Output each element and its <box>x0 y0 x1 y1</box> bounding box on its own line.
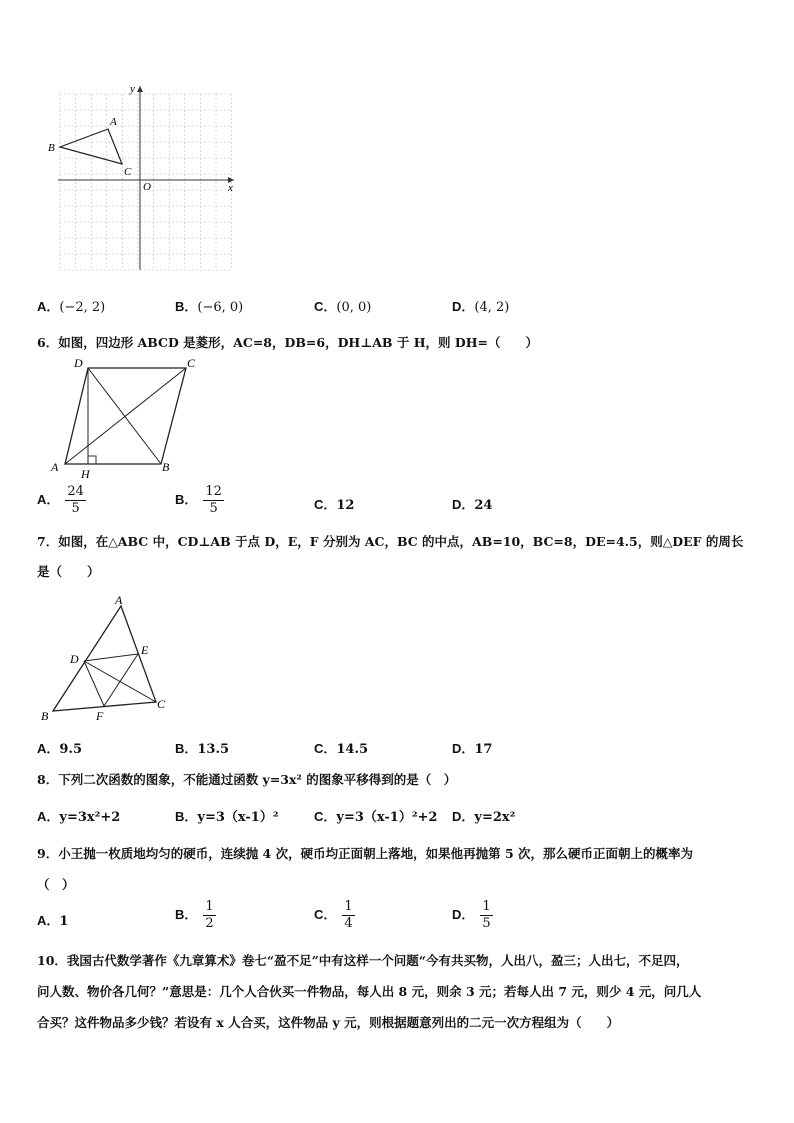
q8-option-a[interactable] <box>37 806 120 825</box>
q9-option-c[interactable] <box>314 899 355 932</box>
q10-line3: 合买？这件物品多少钱？若设有 x 人合买，这件物品 y 元，则根据题意列出的二元一次方程组为（ ） <box>37 1015 620 1030</box>
q5-option-c-value: (0, 0) <box>336 300 372 315</box>
q5-option-b-value: (−6, 0) <box>197 300 244 315</box>
q9-option-d-numerator: 1 <box>482 899 491 914</box>
q5-coordinate-figure <box>48 80 242 275</box>
q8-option-d-value: y=2x² <box>474 810 516 825</box>
q7-option-c-label: C． <box>314 741 337 756</box>
q6-diagonal-ac <box>65 368 186 464</box>
q6-option-a-fraction <box>65 484 86 517</box>
q5-option-b[interactable] <box>175 296 243 315</box>
q7-segment-df <box>84 661 104 706</box>
q8-option-c-label: C． <box>314 809 337 824</box>
q7-label-b: B <box>41 709 49 723</box>
q7-option-b-value: 13.5 <box>197 742 230 757</box>
q6-stem: 6．如图，四边形 ABCD 是菱形，AC=8，DB=6，DH⊥AB 于 H，则 DH=（ ） <box>37 335 538 350</box>
q5-label-o: O <box>143 181 151 193</box>
q9-option-b-numerator: 1 <box>205 899 214 914</box>
q9-option-d-fraction <box>480 899 492 932</box>
q10-line1: 10．我国古代数学著作《九章算术》卷七“盈不足”中有这样一个问题“今有共买物，人出八，盈三；人出七，不足四， <box>37 953 689 968</box>
q7-label-c: C <box>157 697 166 711</box>
q6-option-d-value: 24 <box>474 498 493 513</box>
q8-option-a-value: y=3x²+2 <box>59 810 121 825</box>
q7-option-d[interactable] <box>452 738 492 757</box>
q5-label-x: x <box>228 182 233 194</box>
q10-line2: 问人数、物价各几何？”意思是：几个人合伙买一件物品，每人出 8 元，则余 3 元；若每人出 7 元，则少 4 元，问几人 <box>37 984 702 999</box>
q5-option-a-label: A． <box>37 299 60 314</box>
q6-option-b-denominator: 5 <box>209 501 218 516</box>
q6-option-c-label: C． <box>314 497 337 512</box>
q5-option-a[interactable] <box>37 296 105 315</box>
q5-option-d-label: D． <box>452 299 475 314</box>
q6-option-c-value: 12 <box>336 498 355 513</box>
q7-option-c-value: 14.5 <box>336 742 369 757</box>
q5-label-y: y <box>130 83 135 95</box>
q8-option-a-label: A． <box>37 809 60 824</box>
q7-segment-ef <box>104 654 138 706</box>
q7-triangle-figure <box>38 593 178 728</box>
q9-option-b-denominator: 2 <box>205 916 214 931</box>
q9-option-d-label: D． <box>452 907 475 922</box>
q6-option-b-fraction <box>203 484 224 517</box>
q9-option-d-denominator: 5 <box>482 916 491 931</box>
q6-option-d[interactable] <box>452 494 492 513</box>
q8-option-b-label: B． <box>175 809 198 824</box>
q5-option-d[interactable] <box>452 296 509 315</box>
q6-label-d: D <box>74 356 83 370</box>
q7-label-e: E <box>141 643 149 657</box>
q9-option-a-value: 1 <box>59 914 69 929</box>
q9-option-b-label: B． <box>175 907 198 922</box>
q6-right-angle-mark <box>88 456 96 464</box>
q7-stem-line1: 7．如图，在△ABC 中，CD⊥AB 于点 D，E，F 分别为 AC，BC 的中点，AB=10，BC=8，DE=4.5，则△DEF 的周长 <box>37 534 744 549</box>
q7-option-b[interactable] <box>175 738 229 757</box>
q5-option-b-label: B． <box>175 299 198 314</box>
q8-option-d-label: D． <box>452 809 475 824</box>
q9-option-c-numerator: 1 <box>344 899 353 914</box>
q7-option-a[interactable] <box>37 738 82 757</box>
q9-option-a-label: A． <box>37 913 60 928</box>
q5-option-c-label: C． <box>314 299 337 314</box>
q9-stem-line2: （ ） <box>37 877 75 892</box>
q7-option-c[interactable] <box>314 738 368 757</box>
q6-option-b-label: B． <box>175 492 198 507</box>
q6-option-a-denominator: 5 <box>71 501 80 516</box>
q7-segment-de <box>84 654 138 661</box>
q8-option-d[interactable] <box>452 806 515 825</box>
q9-option-c-denominator: 4 <box>344 916 353 931</box>
q7-option-d-label: D． <box>452 741 475 756</box>
q7-option-a-value: 9.5 <box>59 742 83 757</box>
q5-option-a-value: (−2, 2) <box>59 300 106 315</box>
q6-label-h: H <box>81 467 90 481</box>
q6-option-c[interactable] <box>314 494 354 513</box>
q5-option-c[interactable] <box>314 296 371 315</box>
q6-diagonal-db <box>88 368 161 464</box>
q5-y-arrow <box>137 86 143 92</box>
q5-label-b: B <box>48 142 55 154</box>
q6-option-b-numerator: 12 <box>205 484 222 499</box>
q9-option-b-fraction <box>203 899 215 932</box>
q6-label-a: A <box>51 460 59 474</box>
q8-stem: 8．下列二次函数的图象，不能通过函数 y=3x² 的图象平移得到的是（ ） <box>37 772 457 787</box>
q8-option-b[interactable] <box>175 806 279 825</box>
q7-label-d: D <box>70 652 79 666</box>
q7-stem-line2: 是（ ） <box>37 564 100 579</box>
q6-option-a[interactable] <box>37 484 86 517</box>
q5-option-d-value: (4, 2) <box>474 300 510 315</box>
q9-option-c-fraction <box>342 899 354 932</box>
q9-option-d[interactable] <box>452 899 493 932</box>
q7-option-d-value: 17 <box>474 742 493 757</box>
q6-option-d-label: D． <box>452 497 475 512</box>
q9-option-b[interactable] <box>175 899 216 932</box>
q6-option-b[interactable] <box>175 484 224 517</box>
q9-option-c-label: C． <box>314 907 337 922</box>
q7-option-b-label: B． <box>175 741 198 756</box>
q6-option-a-label: A． <box>37 492 60 507</box>
q8-option-b-value: y=3（x-1）² <box>197 810 279 825</box>
q7-option-a-label: A． <box>37 741 60 756</box>
q7-label-a: A <box>115 593 123 607</box>
q9-option-a[interactable] <box>37 910 68 929</box>
q5-label-a: A <box>110 116 117 128</box>
q6-option-a-numerator: 24 <box>67 484 84 499</box>
q6-label-c: C <box>187 356 196 370</box>
q5-label-c: C <box>124 166 132 178</box>
q8-option-c-value: y=3（x-1）²+2 <box>336 810 438 825</box>
q6-rhombus-figure <box>48 355 208 480</box>
q7-label-f: F <box>96 709 104 723</box>
q8-option-c[interactable] <box>314 806 437 825</box>
q6-label-b: B <box>162 460 170 474</box>
q9-stem-line1: 9．小王抛一枚质地均匀的硬币，连续抛 4 次，硬币均正面朝上落地，如果他再抛第 5 次，那么硬币正面朝上的概率为 <box>37 846 694 861</box>
